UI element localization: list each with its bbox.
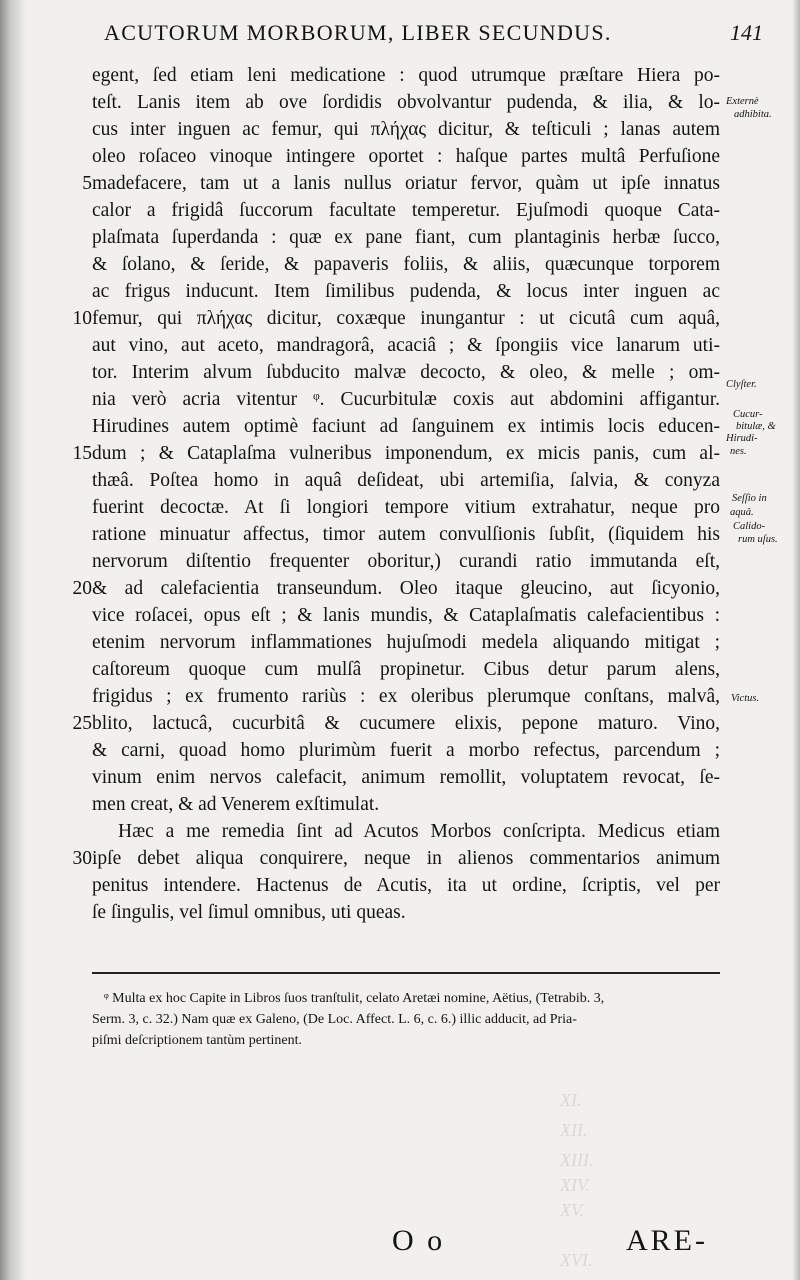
text-line: madefacere, tam ut a lanis nullus oriatur fervor, quàm ut ipſe innatus — [92, 173, 720, 194]
line-number: 30 — [72, 848, 92, 869]
text-line: caſtoreum quoque cum mulſâ propinetur. Cibus detur parum alens, — [92, 659, 720, 680]
text-line: thæâ. Poſtea homo in aquâ deſideat, ubi artemiſia, ſalvia, & conyza — [92, 470, 720, 491]
text-line: aut vino, aut aceto, mandragorâ, acaciâ ; & ſpongiis vice lanarum uti- — [92, 335, 720, 356]
text-line: femur, qui πλήχας dicitur, coxæque inungantur : ut cicutâ cum aquâ, — [92, 308, 720, 329]
margin-note: bitulæ, & — [736, 421, 776, 432]
text-line: ac frigus inducunt. Item ſimilibus pudenda, & locus inter inguen ac — [92, 281, 720, 302]
show-through-text: XI. — [560, 1090, 582, 1110]
text-line: plaſmata ſuperdanda : quæ ex pane fiant, cum plantaginis herbæ ſucco, — [92, 227, 720, 248]
show-through-text: XII. — [560, 1120, 588, 1140]
show-through-text: XIV. — [560, 1175, 591, 1195]
margin-note: rum uſus. — [738, 534, 778, 545]
text-line: nia verò acria vitentur ᵠ. Cucurbitulæ coxis aut abdomini affigantur. — [92, 389, 720, 410]
margin-note: Victus. — [731, 693, 760, 704]
text-line: ratione minuatur affectus, timor autem convulſionis ſubſit, (ſiquidem his — [92, 524, 720, 545]
margin-note: Cucur- — [733, 409, 763, 420]
text-line: & ad calefacientia transeundum. Oleo itaque gleucino, aut ſicyonio, — [92, 578, 720, 599]
line-number: 15 — [72, 443, 92, 464]
margin-note: Clyſter. — [726, 379, 757, 390]
margin-note: aquâ. — [730, 507, 754, 518]
text-line: cus inter inguen ac femur, qui πλήχας dicitur, & teſticuli ; lanas autem — [92, 119, 720, 140]
margin-note: Seſſio in — [732, 493, 767, 504]
text-line: calor a frigidâ ſuccorum facultate temperetur. Ejuſmodi quoque Cata- — [92, 200, 720, 221]
footnote-line: Serm. 3, c. 32.) Nam quæ ex Galeno, (De Loc. Affect. L. 6, c. 6.) illic adducit, ad Pria- — [92, 1012, 577, 1027]
margin-note: nes. — [730, 446, 747, 457]
margin-note: Externè — [726, 96, 759, 107]
show-through-text: XV. — [560, 1200, 585, 1220]
text-line: frigidus ; ex frumento rariùs : ex oleribus plerumque conſtans, malvâ, — [92, 686, 720, 707]
footnote-rule — [92, 972, 720, 974]
text-line: ſe ſingulis, vel ſimul omnibus, uti queas. — [92, 902, 406, 923]
line-number: 5 — [82, 173, 92, 194]
text-line: tor. Interim alvum ſubducito malvæ decocto, & oleo, & melle ; om- — [92, 362, 720, 383]
text-line: etenim nervorum inflammationes hujuſmodi medela aliquando mitigat ; — [92, 632, 720, 653]
show-through-text: XVI. — [560, 1250, 593, 1270]
text-line: & carni, quoad homo plurimùm fuerit a morbo refectus, parcendum ; — [92, 740, 720, 761]
footnote-line: ᵠ Multa ex hoc Capite in Libros ſuos tranſtulit, celato Aretæi nomine, Aëtius, (Tetrabib. 3, — [104, 991, 605, 1006]
text-line: & ſolano, & ſeride, & papaveris foliis, & aliis, quæcunque torporem — [92, 254, 720, 275]
text-line: Hirudines autem optimè faciunt ad ſanguinem ex intimis locis educen- — [92, 416, 720, 437]
text-line: vinum enim nervos calefacit, animum remollit, voluptatem revocat, ſe- — [92, 767, 720, 788]
margin-note: Hirudi- — [726, 433, 758, 444]
text-line: penitus intendere. Hactenus de Acutis, ita ut ordine, ſcriptis, vel per — [92, 875, 720, 896]
text-line: egent, ſed etiam leni medicatione : quod utrumque præſtare Hiera po- — [92, 65, 720, 86]
catchword: ARE- — [626, 1224, 708, 1257]
binding-shadow — [0, 0, 26, 1280]
text-line: ipſe debet aliqua conquirere, neque in alienos commentarios animum — [92, 848, 720, 869]
line-number: 20 — [72, 578, 92, 599]
text-line: fuerint decoctæ. At ſi longiori tempore vitium extrahatur, neque pro — [92, 497, 720, 518]
line-number: 25 — [72, 713, 92, 734]
footnote-line: piſmi deſcriptionem tantùm pertinent. — [92, 1033, 302, 1048]
text-line: blito, lactucâ, cucurbitâ & cucumere elixis, pepone maturo. Vino, — [92, 713, 720, 734]
running-head: ACUTORUM MORBORUM, LIBER SECUNDUS. — [104, 20, 612, 45]
text-line: vice roſacei, opus eſt ; & lanis mundis, & Cataplaſmatis calefacientibus : — [92, 605, 720, 626]
line-number: 10 — [72, 308, 92, 329]
page-edge — [792, 0, 800, 1280]
margin-note: Calido- — [733, 521, 766, 532]
text-line: teſt. Lanis item ab ove ſordidis obvolvantur pudenda, & ilia, & lo- — [92, 92, 720, 113]
paragraph-start-line: Hæc a me remedia ſint ad Acutos Morbos conſcripta. Medicus etiam — [118, 821, 720, 842]
signature-mark: O o — [392, 1224, 446, 1257]
text-line: nervorum diſtentio frequenter oboritur,) curandi ratio immutanda eſt, — [92, 551, 720, 572]
text-line: dum ; & Cataplaſma vulneribus imponendum, ex micis panis, cum al- — [92, 443, 720, 464]
text-line: oleo roſaceo vinoque intingere oportet : haſque partes multâ Perfuſione — [92, 146, 720, 167]
page-number: 141 — [730, 20, 763, 45]
text-line: men creat, & ad Venerem exſtimulat. — [92, 794, 380, 815]
margin-note: adhibita. — [734, 109, 772, 120]
show-through-text: XIII. — [560, 1150, 594, 1170]
